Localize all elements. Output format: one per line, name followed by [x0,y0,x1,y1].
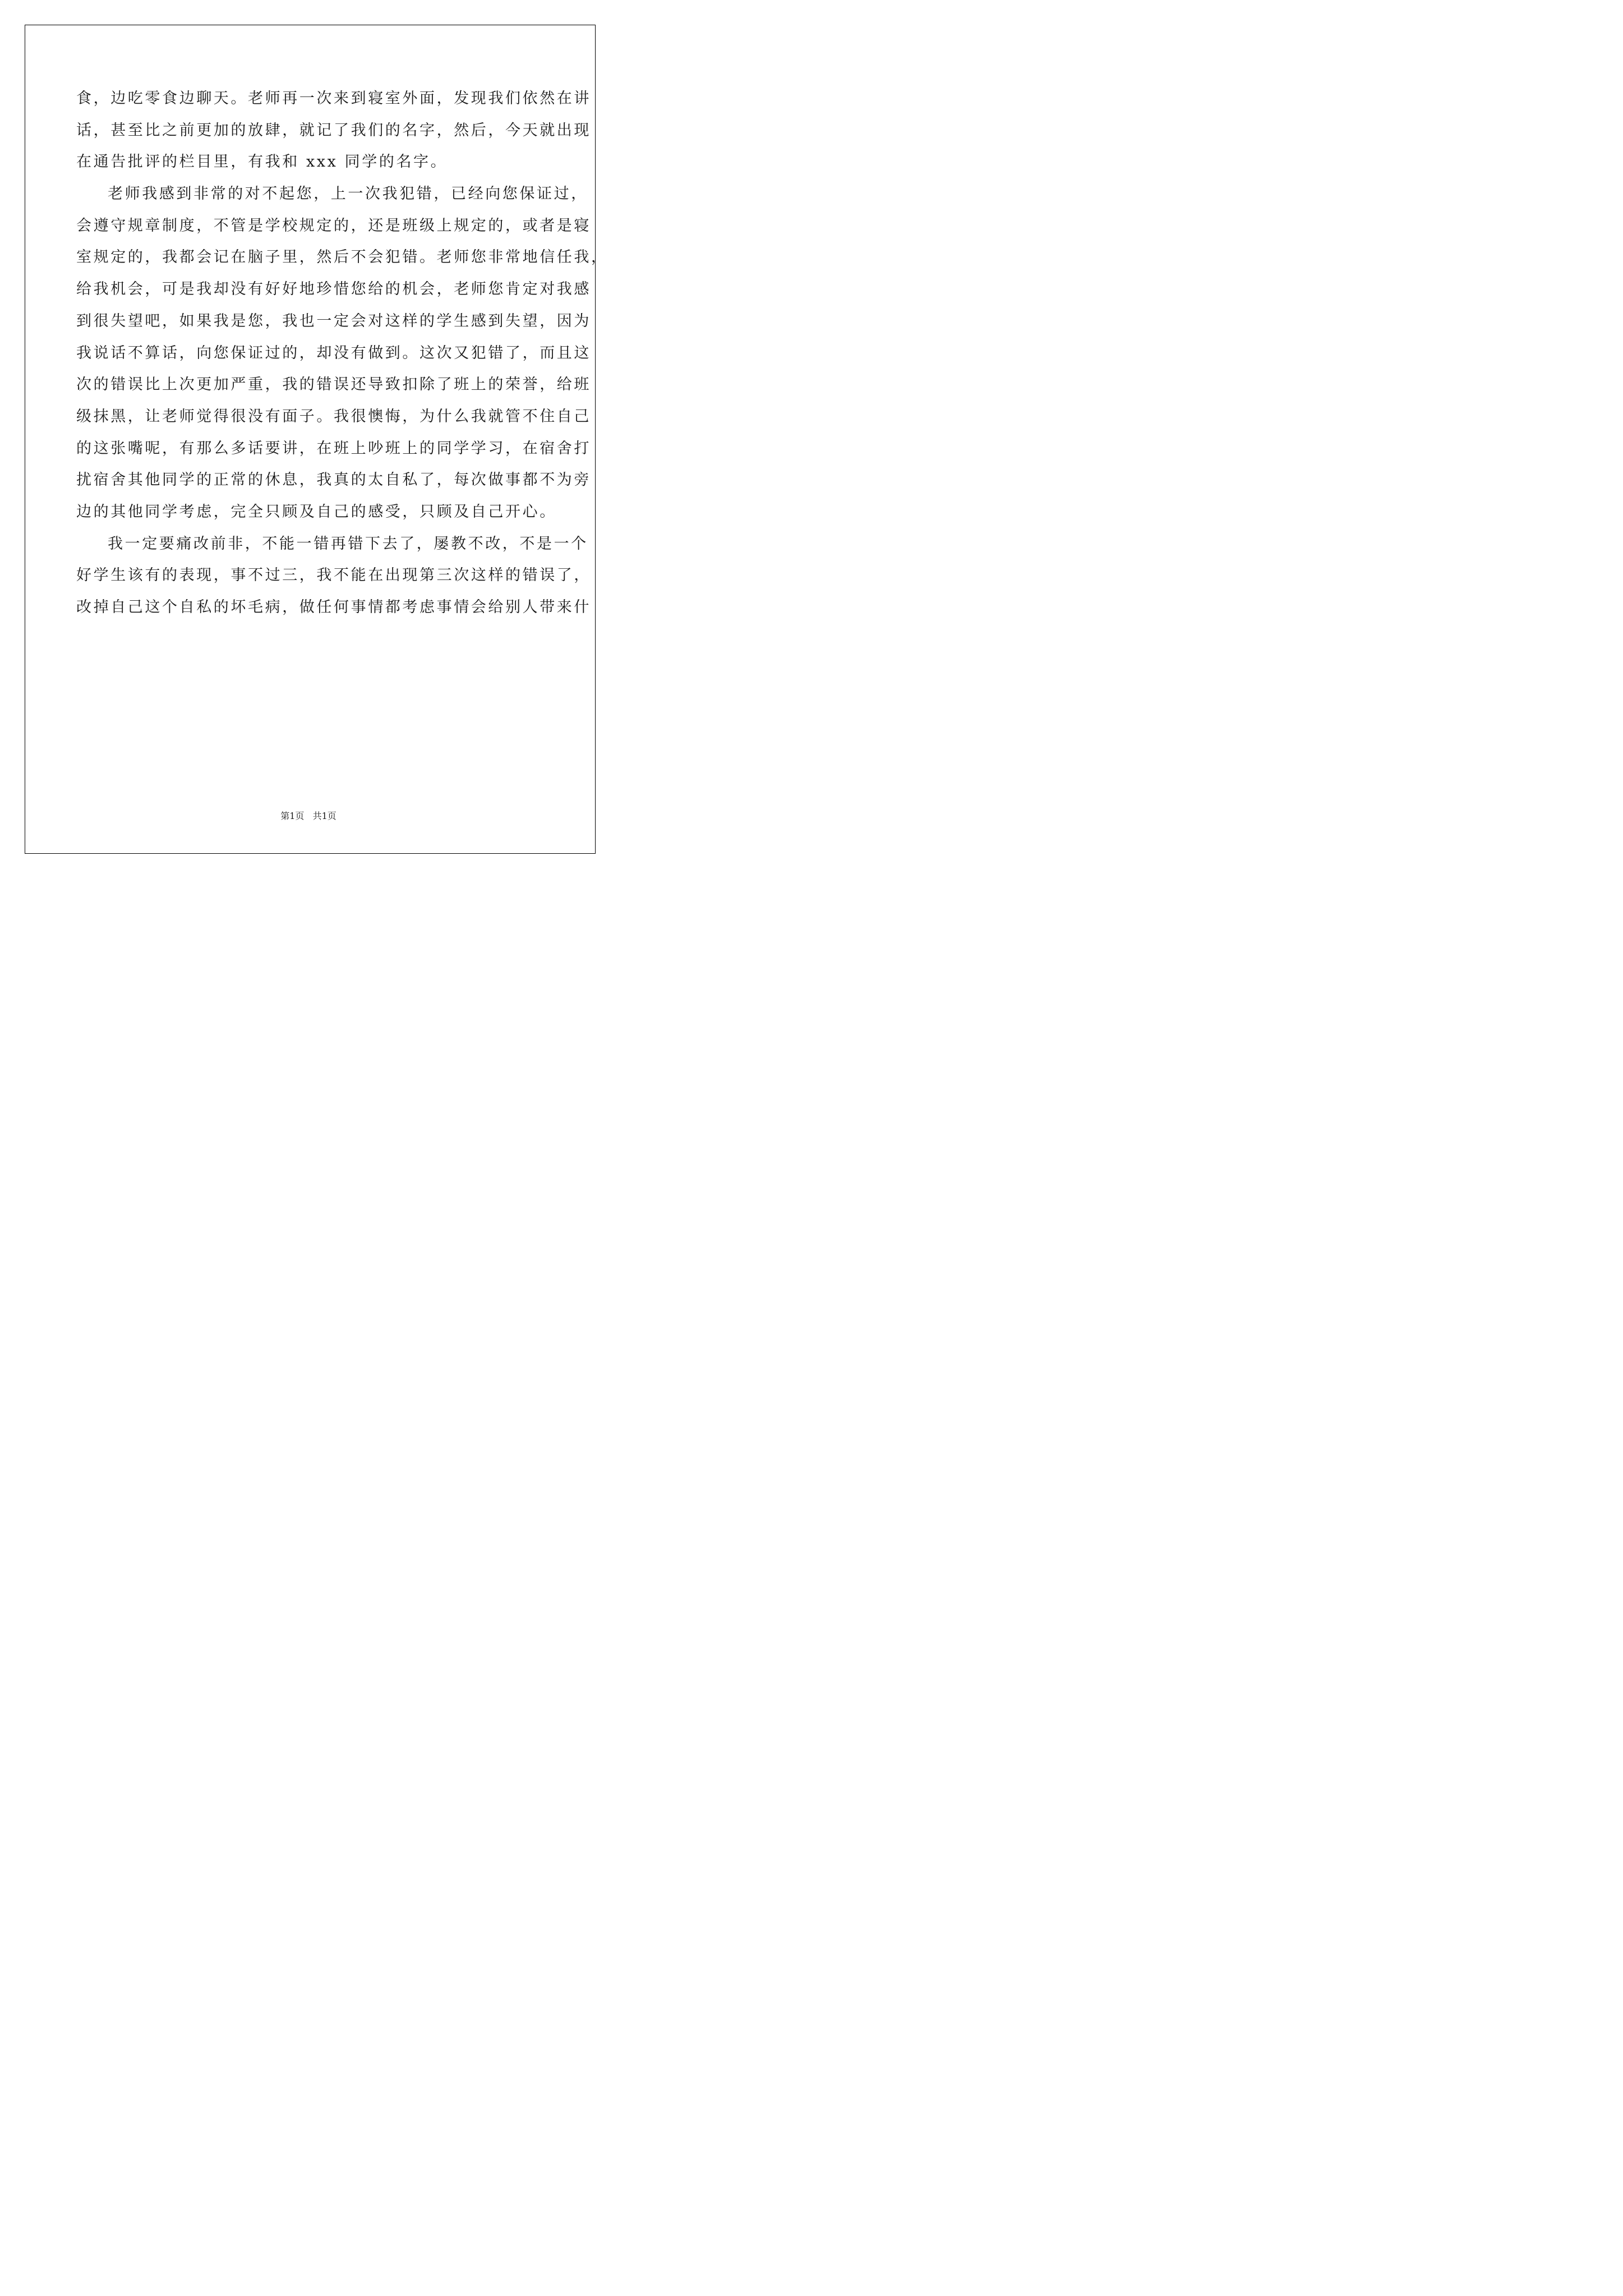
text-line: 到很失望吧，如果我是您，我也一定会对这样的学生感到失望，因为 [76,312,591,330]
text-line: 级抹黑，让老师觉得很没有面子。我很懊悔，为什么我就管不住自己 [76,407,591,425]
paragraph [76,83,591,178]
text-line: 我一定要痛改前非，不能一错再错下去了，屡教不改，不是一个 [108,535,588,553]
text-line: 给我机会，可是我却没有好好地珍惜您给的机会，老师您肯定对我感 [76,280,591,298]
text-line: 老师我感到非常的对不起您，上一次我犯错，已经向您保证过， [108,185,588,203]
page-body [76,83,608,624]
text-line: 在通告批评的栏目里，有我和 xxx 同学的名字。 [76,153,448,171]
text-line: 话，甚至比之前更加的放肆，就记了我们的名字，然后，今天就出现 [76,121,591,139]
text-line: 次的错误比上次更加严重，我的错误还导致扣除了班上的荣誉，给班 [76,376,591,394]
text-line: 会遵守规章制度，不管是学校规定的，还是班级上规定的，或者是寝 [76,217,591,234]
text-line: 食，边吃零食边聊天。老师再一次来到寝室外面，发现我们依然在讲 [76,90,591,107]
text-line: 好学生该有的表现，事不过三，我不能在出现第三次这样的错误了， [76,567,591,585]
text-line: 边的其他同学考虑，完全只顾及自己的感受，只顾及自己开心。 [76,503,557,521]
paragraph [76,528,591,624]
text-line: 改掉自己这个自私的坏毛病，做任何事情都考虑事情会给别人带来什 [76,599,591,616]
text-line: 扰宿舍其他同学的正常的休息，我真的太自私了，每次做事都不为旁 [76,471,591,489]
page-footer: 第1页 共1页 [280,811,336,821]
text-line: 我说话不算话，向您保证过的，却没有做到。这次又犯错了，而且这 [76,344,591,362]
paragraph [76,178,608,528]
text-line: 室规定的，我都会记在脑子里，然后不会犯错。老师您非常地信任我， [76,249,608,266]
text-line: 的这张嘴呢，有那么多话要讲，在班上吵班上的同学学习，在宿舍打 [76,439,591,457]
